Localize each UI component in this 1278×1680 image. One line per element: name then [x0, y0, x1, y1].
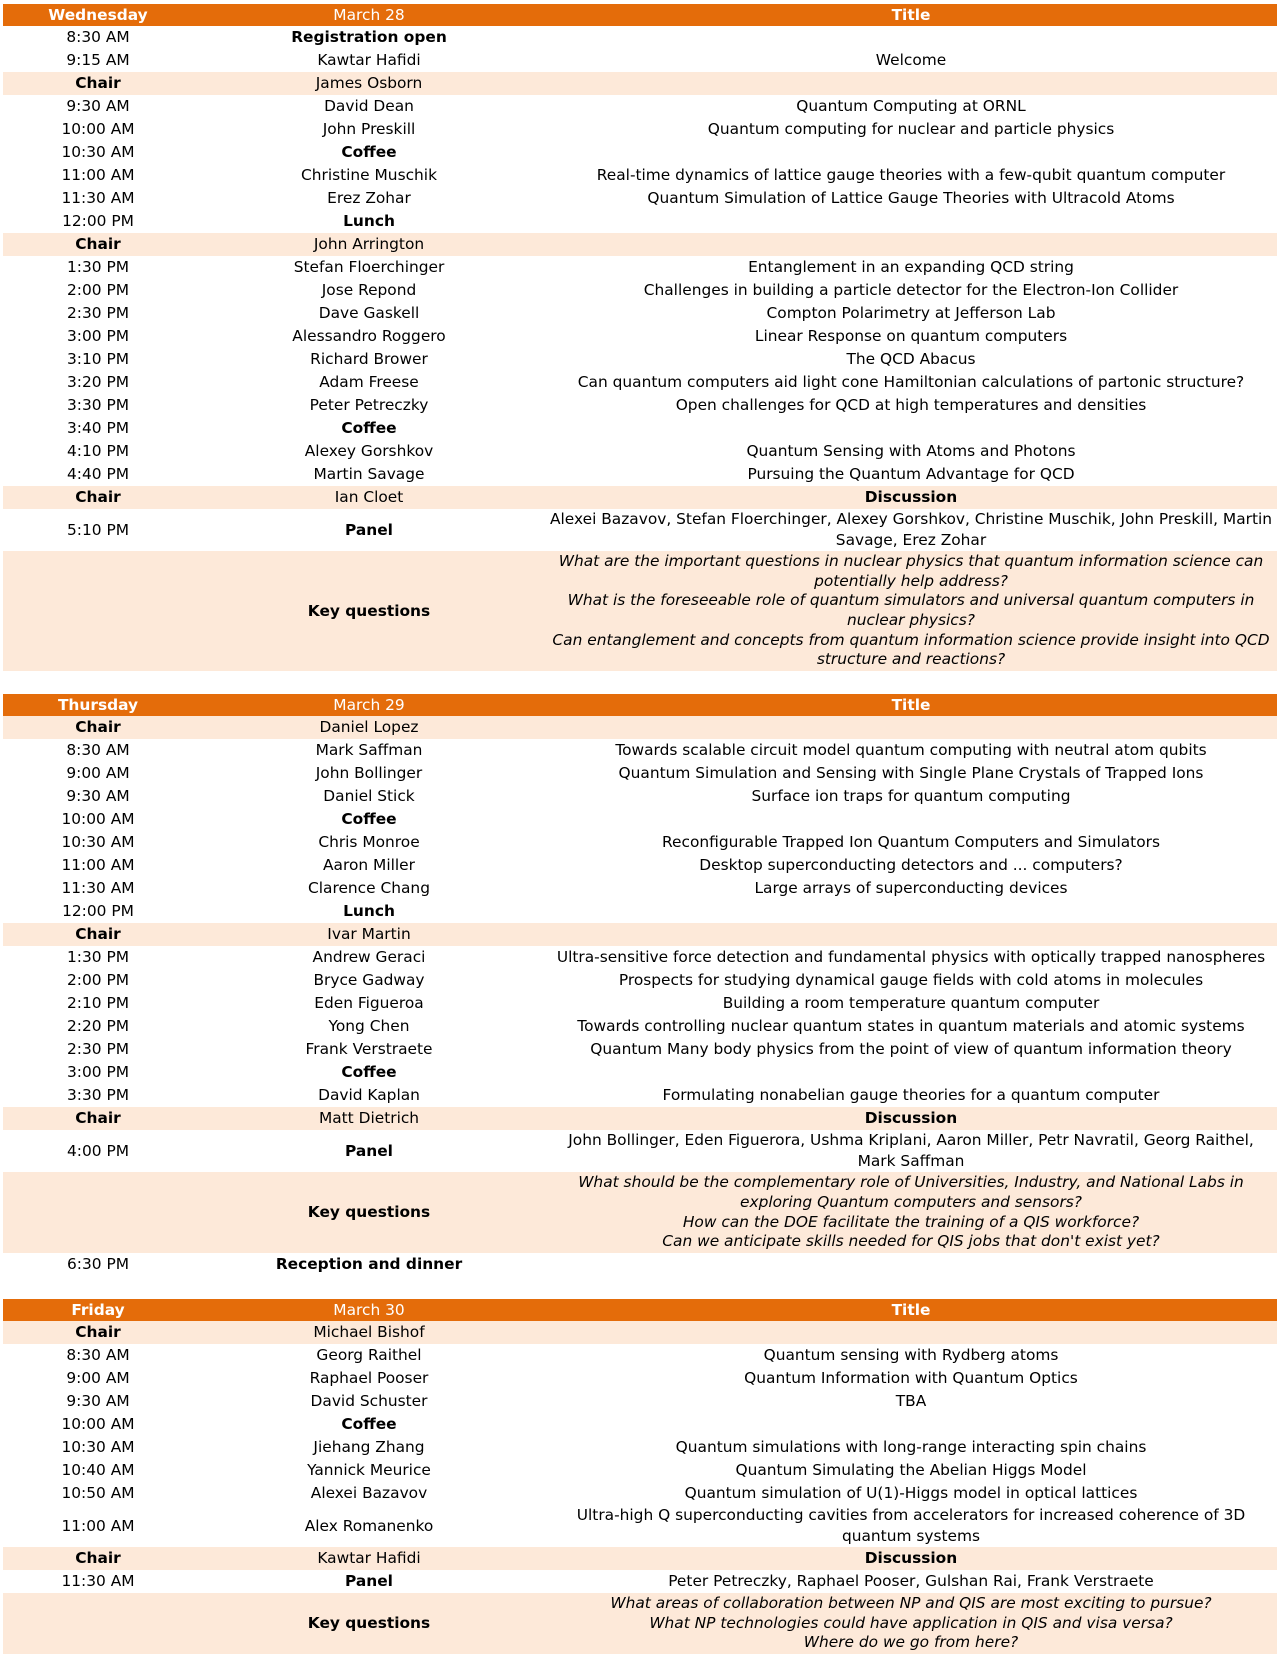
talk-row [3, 877, 1277, 900]
key-question: Where do we go from here? [803, 1633, 1019, 1652]
time-cell: 2:20 PM [66, 1017, 129, 1035]
event-row [3, 141, 1277, 164]
title-cell [545, 417, 1277, 440]
title-cell: Discussion [545, 486, 1277, 509]
day-spacer [3, 1276, 1277, 1299]
title-cell: Real-time dynamics of lattice gauge theories with a few-qubit quantum computer [596, 166, 1226, 184]
chair-row [3, 1547, 1277, 1570]
chair-row [3, 1321, 1277, 1344]
day-table-wednesday [3, 4, 1277, 671]
speaker-cell: Registration open [291, 28, 447, 46]
title-cell: John Bollinger, Eden Figuerora, Ushma Kriplani, Aaron Miller, Petr Navratil, Georg Raithel, Mark Saffman [568, 1131, 1254, 1170]
time-cell: 11:00 AM [61, 856, 135, 874]
event-row [3, 900, 1277, 923]
time-cell: Chair [3, 233, 193, 256]
speaker-cell: David Schuster [310, 1392, 428, 1410]
day-table-thursday [3, 694, 1277, 1276]
time-cell: 5:10 PM [66, 520, 129, 539]
title-cell: Peter Petreczky, Raphael Pooser, Gulshan Rai, Frank Verstraete [668, 1572, 1154, 1590]
speaker-cell: David Kaplan [318, 1086, 420, 1104]
day-spacer [3, 671, 1277, 694]
title-cell: Ultra-high Q superconducting cavities from accelerators for increased coherence of 3D quantum systems [576, 1506, 1246, 1545]
speaker-cell: John Preskill [322, 120, 416, 138]
title-cell: Quantum Computing at ORNL [796, 97, 1026, 115]
title-cell: Quantum simulations with long-range interacting spin chains [675, 1438, 1147, 1456]
time-cell: 1:30 PM [66, 948, 129, 966]
talk-row [3, 164, 1277, 187]
speaker-cell: Georg Raithel [316, 1346, 422, 1364]
time-cell: 10:30 AM [61, 833, 135, 851]
time-cell: 10:30 AM [61, 143, 135, 161]
speaker-cell: Reception and dinner [275, 1255, 463, 1273]
title-cell: Challenges in building a particle detector for the Electron-Ion Collider [643, 281, 1179, 299]
talk-row [3, 1436, 1277, 1459]
time-cell: Chair [3, 1107, 193, 1130]
speaker-cell: Coffee [341, 810, 397, 828]
day-header-row [3, 1299, 1277, 1321]
talk-row [3, 325, 1277, 348]
time-cell: 8:30 AM [66, 1346, 130, 1364]
time-cell: Chair [3, 1321, 193, 1344]
time-cell: 8:30 AM [66, 741, 130, 759]
panel-row [3, 1130, 1277, 1172]
title-cell [545, 233, 1277, 256]
time-cell: 9:00 AM [66, 1369, 130, 1387]
time-cell: 11:00 AM [61, 166, 135, 184]
key-questions-list [545, 1172, 1277, 1253]
title-cell: Entanglement in an expanding QCD string [748, 258, 1074, 276]
title-cell [545, 141, 1277, 164]
talk-row [3, 302, 1277, 325]
time-cell: 3:00 PM [66, 1063, 129, 1081]
time-cell: 11:30 AM [61, 1572, 135, 1590]
title-cell [545, 72, 1277, 95]
talk-row [3, 463, 1277, 486]
title-cell: TBA [895, 1392, 927, 1410]
speaker-cell: Frank Verstraete [305, 1040, 433, 1058]
title-cell: Alexei Bazavov, Stefan Floerchinger, Alexey Gorshkov, Christine Muschik, John Preskill, Martin Savage, Erez Zohar [549, 510, 1273, 549]
speaker-cell: Eden Figueroa [314, 994, 424, 1012]
title-cell: Quantum Simulating the Abelian Higgs Model [735, 1461, 1087, 1479]
title-cell: Quantum Simulation and Sensing with Single Plane Crystals of Trapped Ions [618, 764, 1204, 782]
event-row [3, 417, 1277, 440]
time-cell: 4:10 PM [66, 442, 129, 460]
title-cell [545, 1253, 1277, 1276]
title-cell [545, 808, 1277, 831]
key-questions-row [3, 1172, 1277, 1253]
day-name: Thursday [3, 694, 193, 716]
talk-row [3, 440, 1277, 463]
day-header-row [3, 694, 1277, 716]
time-cell: Chair [3, 1547, 193, 1570]
title-cell: Can quantum computers aid light cone Hamiltonian calculations of partonic structure? [577, 373, 1245, 391]
title-cell: Towards scalable circuit model quantum computing with neutral atom qubits [615, 741, 1207, 759]
time-cell: 4:00 PM [66, 1141, 129, 1160]
time-cell: 3:00 PM [66, 327, 129, 345]
key-questions-label: Key questions [193, 551, 545, 671]
key-questions-label: Key questions [193, 1593, 545, 1654]
title-cell: Quantum Simulation of Lattice Gauge Theories with Ultracold Atoms [647, 189, 1175, 207]
title-cell: Surface ion traps for quantum computing [751, 787, 1071, 805]
talk-row [3, 1015, 1277, 1038]
title-cell: Linear Response on quantum computers [754, 327, 1068, 345]
title-cell: Large arrays of superconducting devices [754, 879, 1068, 897]
event-row [3, 1413, 1277, 1436]
time-cell: 2:00 PM [66, 971, 129, 989]
talk-row [3, 1367, 1277, 1390]
speaker-cell: Ian Cloet [193, 486, 545, 509]
key-question: What are the important questions in nuclear physics that quantum information science can potentially help address? [558, 552, 1264, 590]
chair-row [3, 923, 1277, 946]
time-cell: 4:40 PM [66, 465, 129, 483]
speaker-cell: Kawtar Hafidi [193, 1547, 545, 1570]
time-cell: 3:10 PM [66, 350, 129, 368]
time-cell: 10:50 AM [61, 1484, 135, 1502]
chair-row [3, 72, 1277, 95]
speaker-cell: Erez Zohar [327, 189, 411, 207]
speaker-cell: Coffee [341, 1415, 397, 1433]
speaker-cell: Peter Petreczky [309, 396, 429, 414]
key-questions-label: Key questions [193, 1172, 545, 1253]
title-cell: Desktop superconducting detectors and ... computers? [699, 856, 1123, 874]
time-cell: 3:40 PM [66, 419, 129, 437]
talk-row [3, 946, 1277, 969]
time-cell: Chair [3, 716, 193, 739]
speaker-cell: Daniel Stick [323, 787, 415, 805]
time-cell: 2:00 PM [66, 281, 129, 299]
title-cell: The QCD Abacus [846, 350, 976, 368]
event-row [3, 1061, 1277, 1084]
time-cell: 10:00 AM [61, 120, 135, 138]
key-question: Can entanglement and concepts from quantum information science provide insight into QCD structure and reactions? [552, 630, 1270, 669]
time-cell: 8:30 AM [66, 28, 130, 46]
talk-row [3, 1084, 1277, 1107]
talk-row [3, 831, 1277, 854]
day-name: Friday [3, 1299, 193, 1321]
key-questions-row [3, 1593, 1277, 1654]
event-row [3, 1570, 1277, 1593]
title-cell: Ultra-sensitive force detection and fundamental physics with optically trapped nanospheres [556, 948, 1266, 966]
event-row [3, 1253, 1277, 1276]
talk-row [3, 1344, 1277, 1367]
title-cell [545, 26, 1277, 49]
key-question: What is the foreseeable role of quantum simulators and universal quantum computers in nuclear physics? [567, 591, 1255, 629]
talk-row [3, 256, 1277, 279]
speaker-cell: Kawtar Hafidi [317, 51, 421, 69]
day-name: Wednesday [3, 4, 193, 26]
title-cell: Reconfigurable Trapped Ion Quantum Computers and Simulators [662, 833, 1160, 851]
time-cell: 9:15 AM [66, 51, 130, 69]
title-cell [545, 716, 1277, 739]
time-cell: 6:30 PM [66, 1255, 129, 1273]
day-date: March 30 [193, 1299, 545, 1321]
speaker-cell: Jiehang Zhang [313, 1438, 425, 1456]
speaker-cell: Panel [345, 1141, 393, 1160]
speaker-cell: Adam Freese [319, 373, 419, 391]
time-cell: 2:30 PM [66, 1040, 129, 1058]
title-cell [545, 1321, 1277, 1344]
talk-row [3, 1482, 1277, 1505]
talk-row [3, 49, 1277, 72]
time-cell: 10:00 AM [61, 810, 135, 828]
speaker-cell: Bryce Gadway [313, 971, 425, 989]
time-cell: 9:00 AM [66, 764, 130, 782]
time-cell: 11:00 AM [61, 1516, 135, 1535]
title-column-header: Title [545, 4, 1277, 26]
speaker-cell: Michael Bishof [193, 1321, 545, 1344]
time-cell [3, 1593, 193, 1654]
time-cell: Chair [3, 486, 193, 509]
speaker-cell: Yannick Meurice [307, 1461, 431, 1479]
event-row [3, 210, 1277, 233]
time-cell: 2:30 PM [66, 304, 129, 322]
key-questions-list [545, 1593, 1277, 1654]
time-cell: Chair [3, 72, 193, 95]
title-cell: Welcome [875, 51, 947, 69]
speaker-cell: Clarence Chang [308, 879, 430, 897]
conference-schedule [3, 4, 1277, 1654]
time-cell: 9:30 AM [66, 97, 130, 115]
title-column-header: Title [545, 694, 1277, 716]
key-question: What should be the complementary role of Universities, Industry, and National Labs in exploring Quantum computers and sensors? [578, 1173, 1244, 1211]
chair-row [3, 486, 1277, 509]
title-cell [545, 923, 1277, 946]
speaker-cell: Coffee [341, 143, 397, 161]
time-cell: 12:00 PM [62, 212, 134, 230]
talk-row [3, 1390, 1277, 1413]
talk-row [3, 1038, 1277, 1061]
title-cell [545, 210, 1277, 233]
time-cell: 2:10 PM [66, 994, 129, 1012]
title-cell: Prospects for studying dynamical gauge fields with cold atoms in molecules [618, 971, 1204, 989]
title-cell: Quantum sensing with Rydberg atoms [763, 1346, 1059, 1364]
speaker-cell: Yong Chen [328, 1017, 410, 1035]
speaker-cell: Alexei Bazavov [310, 1484, 428, 1502]
event-row [3, 808, 1277, 831]
talk-row [3, 969, 1277, 992]
speaker-cell: Martin Savage [313, 465, 425, 483]
title-cell: Quantum computing for nuclear and particle physics [707, 120, 1115, 138]
day-header-row [3, 4, 1277, 26]
speaker-cell: Alex Romanenko [304, 1516, 434, 1535]
panel-row [3, 509, 1277, 551]
time-cell: 11:30 AM [61, 189, 135, 207]
talk-row [3, 739, 1277, 762]
day-table-friday [3, 1299, 1277, 1654]
speaker-cell: Daniel Lopez [193, 716, 545, 739]
key-questions-row [3, 551, 1277, 671]
speaker-cell: Ivar Martin [193, 923, 545, 946]
title-cell: Quantum Many body physics from the point of view of quantum information theory [590, 1040, 1232, 1058]
key-question: What NP technologies could have application in QIS and visa versa? [649, 1613, 1173, 1632]
talk-row [3, 854, 1277, 877]
speaker-cell: David Dean [324, 97, 414, 115]
title-cell: Towards controlling nuclear quantum states in quantum materials and atomic systems [577, 1017, 1245, 1035]
chair-row [3, 716, 1277, 739]
talk-row [3, 394, 1277, 417]
speaker-cell: Alexey Gorshkov [304, 442, 434, 460]
talk-row [3, 371, 1277, 394]
talk-row [3, 95, 1277, 118]
speaker-cell: Chris Monroe [318, 833, 420, 851]
talk-row [3, 785, 1277, 808]
talk-row [3, 187, 1277, 210]
speaker-cell: Lunch [343, 212, 395, 230]
title-cell: Quantum Sensing with Atoms and Photons [746, 442, 1076, 460]
talk-row [3, 118, 1277, 141]
speaker-cell: Panel [345, 1572, 393, 1590]
time-cell: 3:30 PM [66, 396, 129, 414]
speaker-cell: Matt Dietrich [193, 1107, 545, 1130]
title-cell: Discussion [545, 1107, 1277, 1130]
title-cell: Formulating nonabelian gauge theories for a quantum computer [662, 1086, 1160, 1104]
speaker-cell: Panel [345, 520, 393, 539]
speaker-cell: Jose Repond [321, 281, 417, 299]
title-cell [545, 1061, 1277, 1084]
speaker-cell: Coffee [341, 419, 397, 437]
speaker-cell: John Bollinger [315, 764, 423, 782]
time-cell: 11:30 AM [61, 879, 135, 897]
speaker-cell: Dave Gaskell [318, 304, 420, 322]
speaker-cell: Coffee [341, 1063, 397, 1081]
speaker-cell: Andrew Geraci [312, 948, 426, 966]
talk-row [3, 348, 1277, 371]
title-cell: Pursuing the Quantum Advantage for QCD [747, 465, 1075, 483]
title-cell [545, 900, 1277, 923]
title-cell: Open challenges for QCD at high temperatures and densities [675, 396, 1147, 414]
speaker-cell: Raphael Pooser [309, 1369, 429, 1387]
title-cell: Discussion [545, 1547, 1277, 1570]
time-cell: 10:30 AM [61, 1438, 135, 1456]
speaker-cell: Richard Brower [310, 350, 428, 368]
key-questions-list [545, 551, 1277, 671]
talk-row [3, 992, 1277, 1015]
time-cell: 10:40 AM [61, 1461, 135, 1479]
chair-row [3, 1107, 1277, 1130]
speaker-cell: John Arrington [193, 233, 545, 256]
time-cell: 12:00 PM [62, 902, 134, 920]
key-question: What areas of collaboration between NP and QIS are most exciting to pursue? [610, 1594, 1212, 1613]
speaker-cell: James Osborn [193, 72, 545, 95]
speaker-cell: Mark Saffman [315, 741, 423, 759]
talk-row [3, 279, 1277, 302]
title-cell: Quantum Information with Quantum Optics [744, 1369, 1078, 1387]
speaker-cell: Aaron Miller [323, 856, 415, 874]
time-cell [3, 1172, 193, 1253]
talk-row [3, 1459, 1277, 1482]
title-cell: Building a room temperature quantum computer [722, 994, 1100, 1012]
talk-row [3, 1505, 1277, 1547]
speaker-cell: Alessandro Roggero [292, 327, 446, 345]
day-date: March 28 [193, 4, 545, 26]
time-cell: 1:30 PM [66, 258, 129, 276]
time-cell: 9:30 AM [66, 787, 130, 805]
time-cell: Chair [3, 923, 193, 946]
key-question: How can the DOE facilitate the training of a QIS workforce? [682, 1212, 1140, 1231]
time-cell: 3:30 PM [66, 1086, 129, 1104]
time-cell [3, 551, 193, 671]
time-cell: 10:00 AM [61, 1415, 135, 1433]
chair-row [3, 233, 1277, 256]
time-cell: 9:30 AM [66, 1392, 130, 1410]
speaker-cell: Lunch [343, 902, 395, 920]
day-date: March 29 [193, 694, 545, 716]
key-question: Can we anticipate skills needed for QIS jobs that don't exist yet? [662, 1232, 1160, 1251]
title-cell: Compton Polarimetry at Jefferson Lab [766, 304, 1056, 322]
event-row [3, 26, 1277, 49]
speaker-cell: Christine Muschik [300, 166, 437, 184]
time-cell: 3:20 PM [66, 373, 129, 391]
title-cell [545, 1413, 1277, 1436]
speaker-cell: Stefan Floerchinger [293, 258, 445, 276]
talk-row [3, 762, 1277, 785]
title-cell: Quantum simulation of U(1)-Higgs model in optical lattices [684, 1484, 1138, 1502]
title-column-header: Title [545, 1299, 1277, 1321]
